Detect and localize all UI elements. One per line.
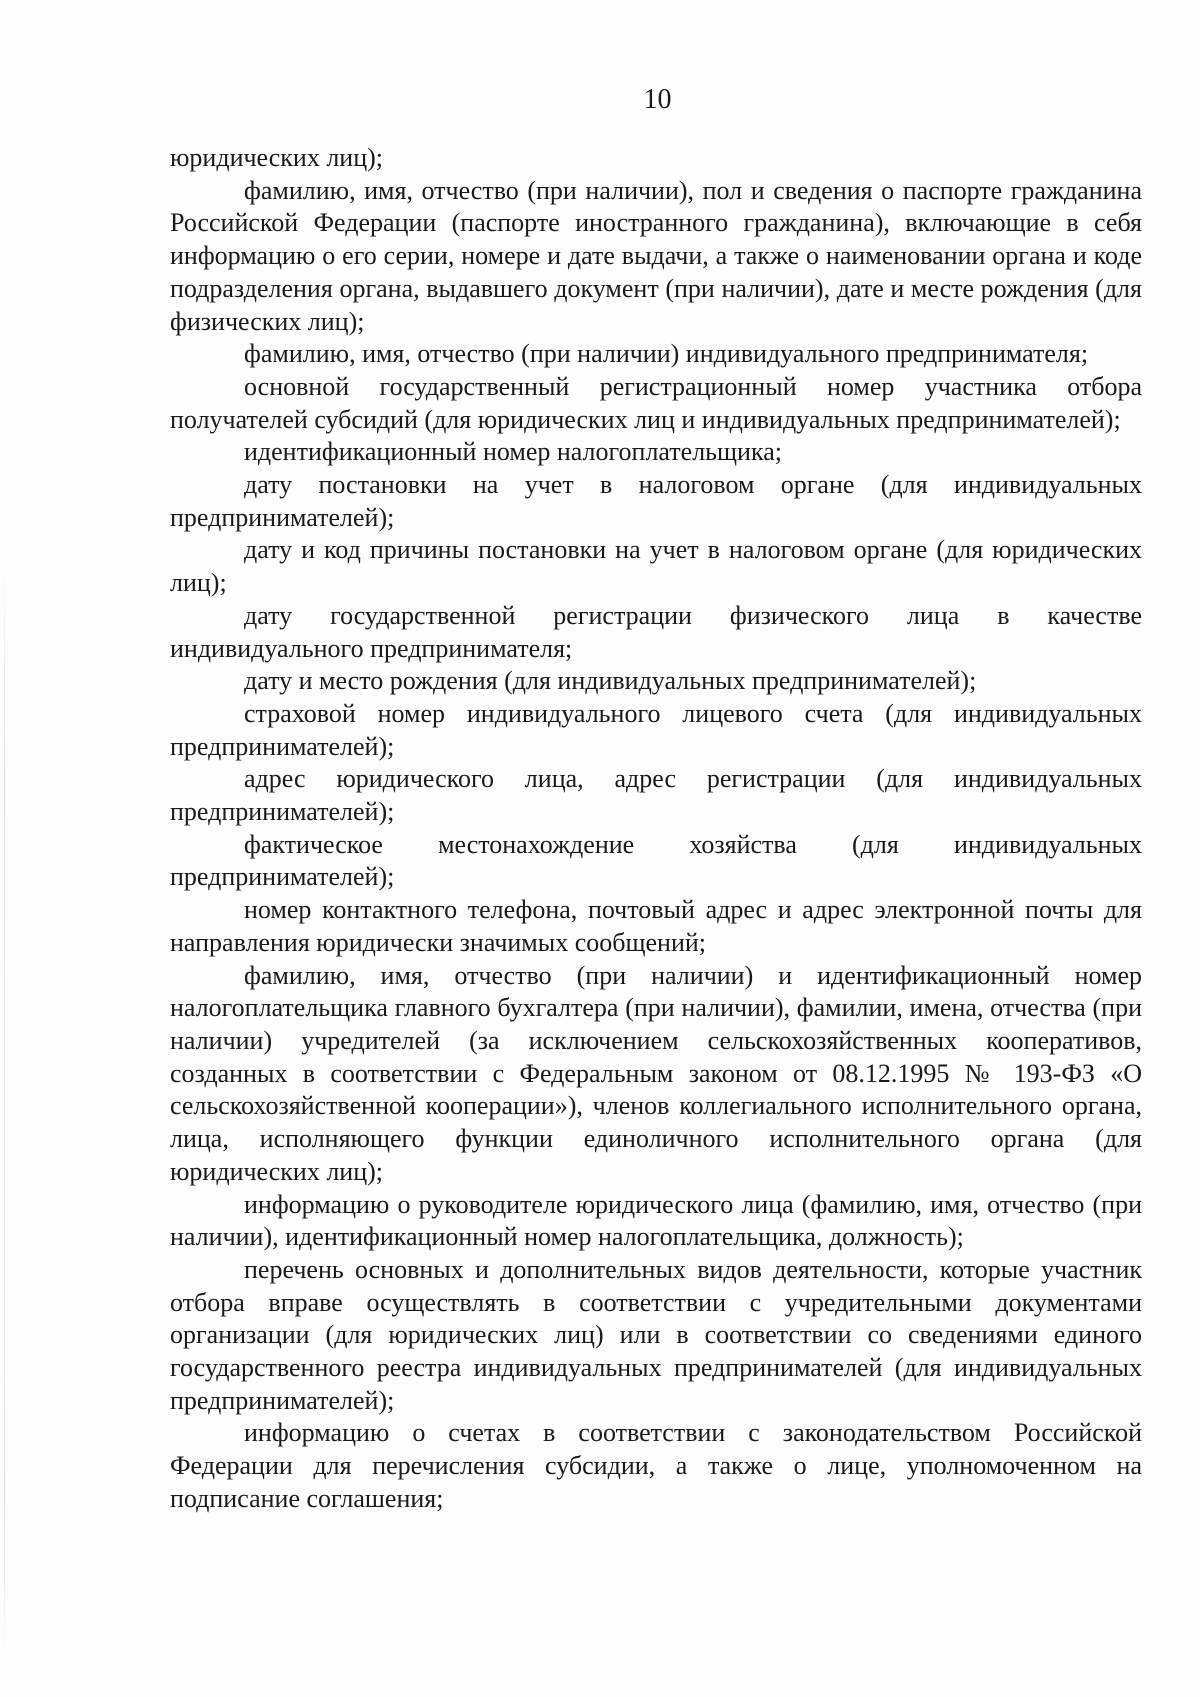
- paragraph: адрес юридического лица, адрес регистрации (для индивидуальных предпринимателей);: [170, 764, 1142, 827]
- paragraph: фактическое местонахождение хозяйства (для индивидуальных предпринимателей);: [170, 829, 1142, 892]
- paragraph: дату и код причины постановки на учет в налоговом органе (для юридических лиц);: [170, 535, 1142, 598]
- paragraph: перечень основных и дополнительных видов деятельности, которые участник отбора вправе осуществлять в соответствии с учредительными документами организации (для юридических лиц) или в соответствии со сведениями единого государственного реестра индивидуальных предпринимателей (для индивидуальных предпринимателей);: [170, 1254, 1142, 1415]
- paragraph: фамилию, имя, отчество (при наличии) индивидуального предпринимателя;: [244, 339, 1089, 369]
- paragraph: дату постановки на учет в налоговом органе (для индивидуальных предпринимателей);: [170, 470, 1142, 532]
- paragraph: номер контактного телефона, почтовый адрес и адрес электронной почты для направления юридически значимых сообщений;: [170, 895, 1142, 957]
- page-number: 10: [643, 84, 672, 115]
- paragraph: дату и место рождения (для индивидуальных предпринимателей);: [244, 666, 977, 696]
- paragraph: фамилию, имя, отчество (при наличии), пол и сведения о паспорте гражданина Российской Федерации (паспорте иностранного гражданина), включающие в себя информацию о его серии, номере и дате выдачи, а также о наименовании органа и коде подразделения органа, выдавшего документ (при наличии), дате и месте рождения (для физических лиц);: [170, 175, 1142, 336]
- paragraph: страховой номер индивидуального лицевого счета (для индивидуальных предпринимателей);: [170, 698, 1142, 761]
- document-body: [170, 142, 1142, 1516]
- paragraph-continuation: юридических лиц);: [170, 143, 384, 172]
- paragraph: информацию о счетах в соответствии с законодательством Российской Федерации для перечисления субсидии, а также о лице, уполномоченном на подписание соглашения;: [170, 1418, 1142, 1513]
- paragraph: фамилию, имя, отчество (при наличии) и идентификационный номер налогоплательщика главного бухгалтера (при наличии), фамилии, имена, отчества (при наличии) учредителей (за исключением сельскохозяйственных кооперативов, созданных в соответствии с Федеральным законом от 08.12.1995 № 193-ФЗ «О сельскохозяйственной кооперации»), членов коллегиального исполнительного органа, лица, исполняющего функции единоличного исполнительного органа (для юридических лиц);: [170, 960, 1142, 1186]
- paragraph: информацию о руководителе юридического лица (фамилию, имя, отчество (при наличии), идентификационный номер налогоплательщика, должность);: [170, 1189, 1142, 1252]
- scan-edge-artifact: [4, 560, 5, 1660]
- paragraph: идентификационный номер налогоплательщика;: [244, 437, 782, 467]
- paragraph: основной государственный регистрационный номер участника отбора получателей субсидий (для юридических лиц и индивидуальных предпринимателей);: [170, 371, 1142, 434]
- paragraph: дату государственной регистрации физического лица в качестве индивидуального предпринимателя;: [170, 600, 1142, 663]
